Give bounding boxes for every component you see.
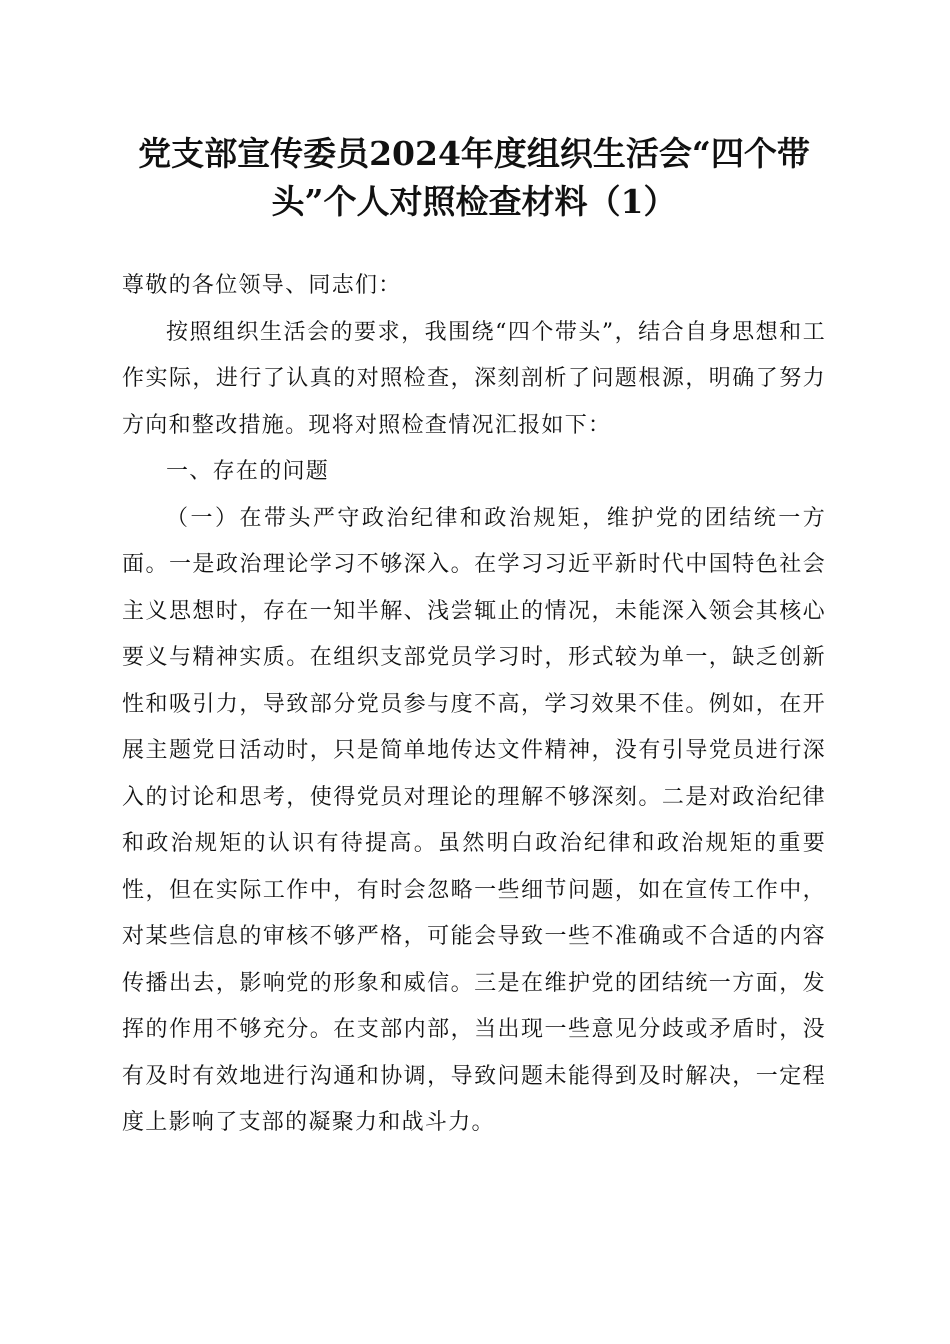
section-heading-problems: 一、存在的问题 bbox=[166, 459, 330, 484]
salutation: 尊敬的各位领导、同志们： bbox=[122, 273, 402, 298]
item-paragraph-1 bbox=[122, 496, 826, 1147]
item-body-1: 一是政治理论学习不够深入。在学习习近平新时代中国特色社会主义思想时，存在一知半解、浅尝辄止的情况，未能深入领会其核心要义与精神实质。在组织支部党员学习时，形式较为单一，缺乏创新性和吸引力，导致部分党员参与度不高，学习效果不佳。例如，在开展主题党日活动时，只是简单地传达文件精神，没有引导党员进行深入的讨论和思考，使得党员对理论的理解不够深刻。二是对政治纪律和政治规矩的认识有待提高。虽然明白政治纪律和政治规矩的重要性，但在实际工作中，有时会忽略一些细节问题，如在宣传工作中，对某些信息的审核不够严格，可能会导致一些不准确或不合适的内容传播出去，影响党的形象和威信。三是在维护党的团结统一方面，发挥的作用不够充分。在支部内部，当出现一些意见分歧或矛盾时，没有及时有效地进行沟通和协调，导致问题未能得到及时解决，一定程度上影响了支部的凝聚力和战斗力。 bbox=[122, 552, 826, 1135]
intro-paragraph: 按照组织生活会的要求，我围绕“四个带头”，结合自身思想和工作实际，进行了认真的对照检查，深刻剖析了问题根源，明确了努力方向和整改措施。现将对照检查情况汇报如下： bbox=[122, 319, 826, 438]
document-page bbox=[122, 130, 826, 1147]
item-heading-1: （一）在带头严守政治纪律和政治规矩，维护党的团结统一方面。 bbox=[122, 505, 826, 577]
document-title: 党支部宣传委员2024年度组织生活会“四个带头”个人对照检查材料（1） bbox=[138, 134, 810, 221]
